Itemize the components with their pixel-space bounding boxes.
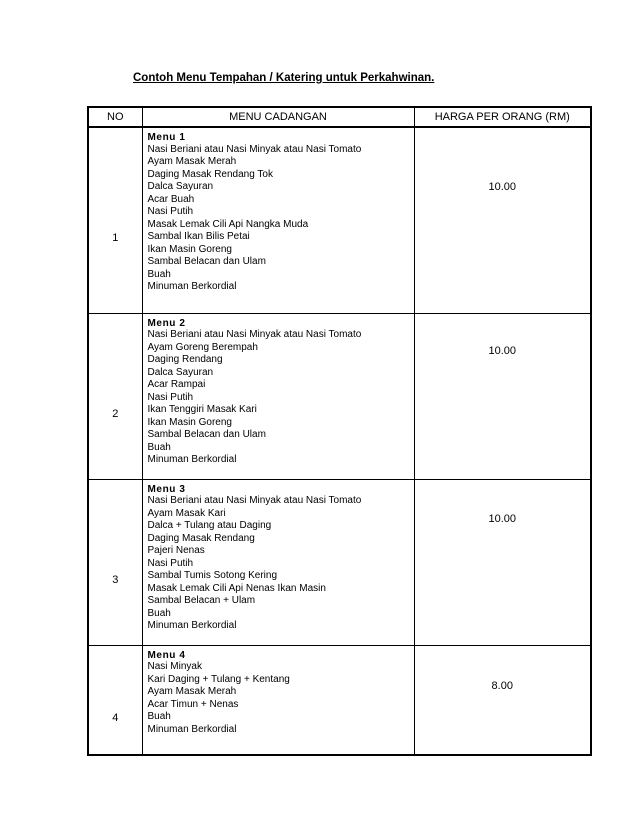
table-row bbox=[88, 127, 591, 313]
menu-cell bbox=[142, 645, 414, 755]
menu-item: Masak Lemak Cili Api Nenas Ikan Masin bbox=[147, 582, 326, 594]
menu-item: Sambal Belacan dan Ulam bbox=[147, 429, 266, 440]
menu-item: Ikan Masin Goreng bbox=[147, 243, 232, 255]
menu-item: Dalca + Tulang atau Daging bbox=[147, 520, 272, 531]
menu-item: Sambal Belacan + Ulam bbox=[147, 595, 256, 606]
menu-item: Minuman Berkordial bbox=[147, 281, 237, 292]
menu-cell bbox=[142, 479, 414, 645]
menu-item: Nasi Minyak bbox=[147, 661, 202, 672]
menu-item: Ayam Masak Merah bbox=[147, 686, 237, 697]
menu-cell bbox=[142, 127, 414, 313]
menu-item: Minuman Berkordial bbox=[147, 620, 237, 631]
menu-item: Masak Lemak Cili Api Nangka Muda bbox=[147, 218, 309, 230]
menu-item: Nasi Putih bbox=[147, 557, 194, 569]
header-menu: MENU CADANGAN bbox=[142, 107, 414, 127]
menu-item: Buah bbox=[147, 607, 171, 619]
menu-item: Nasi Putih bbox=[147, 206, 194, 217]
menu-item: Acar Rampai bbox=[147, 379, 206, 390]
menu-item: Ayam Masak Merah bbox=[147, 156, 237, 167]
menu-item: Dalca Sayuran bbox=[147, 181, 214, 192]
menu-item: Sambal Ikan Bilis Petai bbox=[147, 231, 250, 242]
menu-item: Buah bbox=[147, 441, 171, 453]
menu-table bbox=[87, 106, 592, 756]
menu-item: Daging Rendang bbox=[147, 354, 223, 365]
menu-item: Ikan Tenggiri Masak Kari bbox=[147, 404, 257, 415]
menu-item: Dalca Sayuran bbox=[147, 366, 214, 378]
header-no: NO bbox=[88, 107, 142, 127]
row-number: 3 bbox=[88, 479, 142, 645]
menu-item: Daging Masak Rendang bbox=[147, 532, 255, 544]
price-cell: 8.00 bbox=[414, 645, 591, 755]
row-number: 2 bbox=[88, 313, 142, 479]
menu-item: Nasi Putih bbox=[147, 391, 194, 403]
price-cell: 10.00 bbox=[414, 313, 591, 479]
table-header-row bbox=[88, 107, 591, 127]
page-title: Contoh Menu Tempahan / Katering untuk Perkahwinan. bbox=[133, 72, 435, 84]
menu-item: Nasi Beriani atau Nasi Minyak atau Nasi Tomato bbox=[147, 329, 362, 340]
menu-item: Ayam Masak Kari bbox=[147, 507, 226, 519]
menu-item: Sambal Belacan dan Ulam bbox=[147, 256, 266, 267]
row-number: 4 bbox=[88, 645, 142, 755]
menu-item: Nasi Beriani atau Nasi Minyak atau Nasi Tomato bbox=[147, 495, 362, 506]
menu-item: Kari Daging + Tulang + Kentang bbox=[147, 673, 290, 685]
menu-item: Ikan Masin Goreng bbox=[147, 416, 232, 428]
row-number: 1 bbox=[88, 127, 142, 313]
menu-item: Minuman Berkordial bbox=[147, 454, 237, 465]
menu-item: Daging Masak Rendang Tok bbox=[147, 168, 273, 180]
menu-item: Minuman Berkordial bbox=[147, 723, 237, 735]
menu-item: Buah bbox=[147, 711, 171, 722]
menu-item: Pajeri Nenas bbox=[147, 545, 205, 556]
menu-item: Buah bbox=[147, 268, 171, 280]
menu-item: Acar Buah bbox=[147, 193, 195, 205]
table-row bbox=[88, 645, 591, 755]
header-price: HARGA PER ORANG (RM) bbox=[414, 107, 591, 127]
price-cell: 10.00 bbox=[414, 479, 591, 645]
menu-title: Menu 1 bbox=[147, 132, 186, 143]
menu-title: Menu 3 bbox=[147, 483, 186, 495]
menu-item: Sambal Tumis Sotong Kering bbox=[147, 570, 278, 581]
menu-item: Nasi Beriani atau Nasi Minyak atau Nasi Tomato bbox=[147, 143, 362, 155]
menu-title: Menu 2 bbox=[147, 317, 186, 329]
menu-cell bbox=[142, 313, 414, 479]
price-cell: 10.00 bbox=[414, 127, 591, 313]
table-row bbox=[88, 313, 591, 479]
menu-title: Menu 4 bbox=[147, 649, 186, 661]
menu-item: Ayam Goreng Berempah bbox=[147, 341, 258, 353]
menu-item: Acar Timun + Nenas bbox=[147, 698, 239, 710]
table-row bbox=[88, 479, 591, 645]
